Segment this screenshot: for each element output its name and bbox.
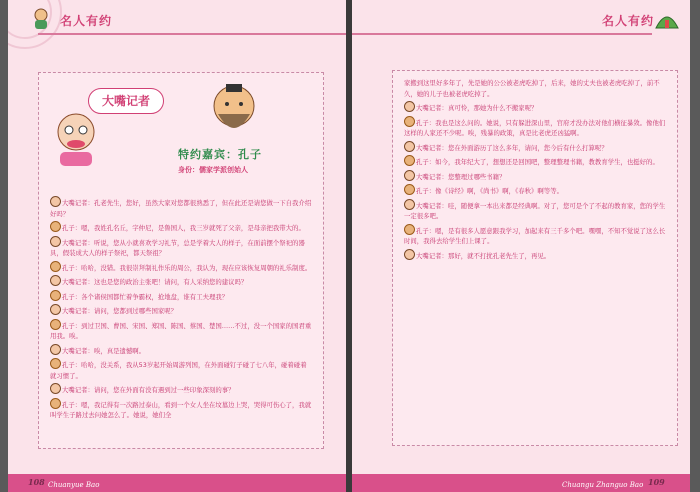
dialogue-line: 孔子：如今，我年纪大了，想想还是回国吧，整理整理书籍，教教育学生，也挺好的。 bbox=[404, 155, 666, 168]
reporter-icon bbox=[404, 249, 415, 260]
reporter-icon bbox=[50, 344, 61, 355]
left-page bbox=[8, 0, 346, 492]
reporter-avatar bbox=[50, 108, 102, 168]
footer-text: Chuangu Zhanguo Bao bbox=[562, 481, 644, 489]
confucius-header-icon bbox=[32, 8, 50, 30]
dialogue-line: 大嘴记者：您整理过哪些书籍？ bbox=[404, 170, 666, 183]
dialogue-line: 孔子：嗯，是有很多人愿意跟我学习，加起来有三千多个吧。嘿嘿，不知不觉说了这么长时间，我得去给学生们上课了。 bbox=[404, 224, 666, 247]
left-dialogue bbox=[50, 196, 312, 423]
guest-title: 特约嘉宾：孔子 bbox=[178, 148, 262, 161]
footer-text: Chuanyue Bao bbox=[48, 481, 100, 489]
dialogue-line: 孔子：嗯，我姓孔名丘，字仲尼，是鲁国人，我三岁就死了父亲，是母亲把我带大的。 bbox=[50, 221, 312, 234]
confucius-icon bbox=[50, 398, 61, 409]
dialogue-line: 大嘴记者：真可怜，那她为什么不搬家呢？ bbox=[404, 101, 666, 114]
dialogue-line: 大嘴记者：请问，您在外面有没有遇到过一些印象深刻的事？ bbox=[50, 383, 312, 396]
header-rule bbox=[352, 33, 652, 35]
confucius-icon bbox=[50, 290, 61, 301]
dialogue-line: 大嘴记者：孔老先生，您好，虽然大家对您都很熟悉了，但在此还是请您做一下自我介绍好吗？ bbox=[50, 196, 312, 219]
dialogue-line: 孔子：到过卫国、曹国、宋国、郑国、陈国、蔡国、楚国……不过，没一个国家的国君重用我。唉。 bbox=[50, 319, 312, 342]
reporter-icon bbox=[50, 304, 61, 315]
reporter-icon bbox=[50, 383, 61, 394]
dialogue-line: 大嘴记者：哇，随便拿一本出来都是经典啊。对了，您可是个了不起的教育家，您的学生一定很多吧。 bbox=[404, 199, 666, 222]
confucius-icon bbox=[50, 358, 61, 369]
confucius-avatar bbox=[204, 80, 264, 150]
reporter-icon bbox=[50, 196, 61, 207]
dialogue-line: 孔子：嗯，我记得有一次路过泰山，看到一个女人坐在坟墓边上哭，哭得可伤心了，我就叫学生子路过去问她怎么了。她说，她们全 bbox=[50, 398, 312, 421]
page-number: 108 bbox=[28, 477, 45, 487]
tent-header-icon bbox=[654, 6, 680, 32]
dialogue-line: 孔子：哈哈，没错。我很崇拜制礼作乐的周公，我认为，现在应该恢复周朝的礼乐制度。 bbox=[50, 261, 312, 274]
guest-identity: 身份：儒家学派创始人 bbox=[178, 166, 248, 174]
dialogue-line: 家搬到这里好多年了，先是她的公公被老虎吃掉了，后来，她的丈夫也被老虎吃掉了，前不久，她的儿子也被老虎吃掉了。 bbox=[404, 79, 660, 98]
dialogue-line: 大嘴记者：您在外面游历了这么多年，请问，您今后有什么打算呢？ bbox=[404, 141, 666, 154]
confucius-icon bbox=[50, 261, 61, 272]
dialogue-line: 大嘴记者：那好，就不打扰孔老先生了，再见。 bbox=[404, 249, 666, 262]
confucius-icon bbox=[404, 224, 415, 235]
dialogue-line: 大嘴记者：这也是您的政治主张吧！请问，有人采纳您的建议吗？ bbox=[50, 275, 312, 288]
reporter-tag: 大嘴记者 bbox=[101, 94, 150, 108]
header-rule bbox=[38, 33, 346, 35]
confucius-icon bbox=[404, 184, 415, 195]
right-page bbox=[352, 0, 690, 492]
reporter-icon bbox=[404, 101, 415, 112]
right-dialogue bbox=[404, 78, 666, 263]
dialogue-line: 孔子：像《诗经》啊，《尚书》啊，《春秋》啊等等。 bbox=[404, 184, 666, 197]
reporter-icon bbox=[50, 236, 61, 247]
dialogue-line: 大嘴记者：听说，您从小就喜欢学习礼节，总是学着大人的样子，在面前摆个祭祀的器具，假装成大人的样子祭祀，都天祭祖？ bbox=[50, 236, 312, 259]
confucius-icon bbox=[404, 155, 415, 166]
reporter-icon bbox=[404, 170, 415, 181]
confucius-icon bbox=[404, 116, 415, 127]
confucius-icon bbox=[50, 319, 61, 330]
dialogue-line: 大嘴记者：唉，真是遗憾啊。 bbox=[50, 344, 312, 357]
guest-title-band bbox=[178, 146, 306, 180]
header-title: 名人有约 bbox=[60, 14, 113, 28]
page-number: 109 bbox=[648, 477, 665, 487]
confucius-icon bbox=[50, 221, 61, 232]
reporter-icon bbox=[404, 199, 415, 210]
header-title: 名人有约 bbox=[602, 14, 655, 28]
dialogue-line: 大嘴记者：请问，您都到过哪些国家呢？ bbox=[50, 304, 312, 317]
dialogue-line: 孔子：我也是这么问的。她说，只有躲进深山里，官府才没办法对他们横征暴敛。像他们这样的人家还不少呢。唉，残暴的政策，真是比老虎还凶猛啊。 bbox=[404, 116, 666, 139]
reporter-icon bbox=[50, 275, 61, 286]
reporter-icon bbox=[404, 141, 415, 152]
dialogue-line: 孔子：各个诸侯国都忙着争霸权，抢地盘，谁有工夫理我？ bbox=[50, 290, 312, 303]
dialogue-line: 孔子：哈哈，没关系，我从53岁起开始周游列国，在外面碰钉子碰了七八年，碰着碰着就习惯了。 bbox=[50, 358, 312, 381]
